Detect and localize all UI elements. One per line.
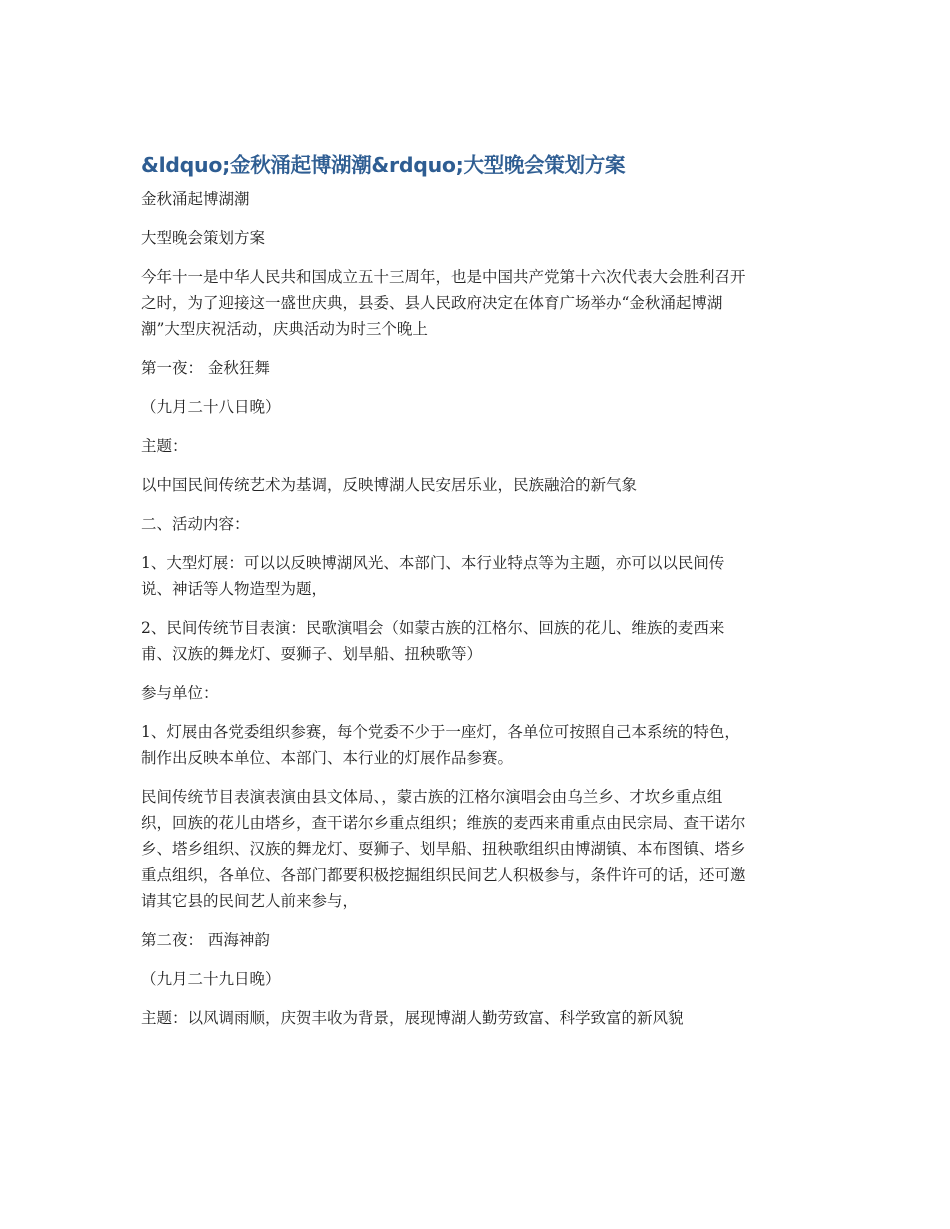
paragraph-participants-1: 1、灯展由各党委组织参赛，每个党委不少于一座灯，各单位可按照自己本系统的特色， 制作出反映本单位、本部门、本行业的灯展作品参赛。 — [141, 723, 740, 767]
paragraph-subtitle-1: 金秋涌起博湖潮 — [141, 190, 250, 208]
paragraph-night-1-heading: 第一夜： 金秋狂舞 — [141, 359, 270, 377]
paragraph-intro: 今年十一是中华人民共和国成立五十三周年，也是中国共产党第十六次代表大会胜利召开 之时，为了迎接这一盛世庆典，县委、县人民政府决定在体育广场举办“金秋涌起博湖 潮”大型庆祝活动，庆典活动为时三个晚上 — [141, 268, 746, 338]
paragraph-night-1-date: （九月二十八日晚） — [141, 398, 281, 416]
paragraph-night-2-heading: 第二夜： 西海神韵 — [141, 931, 270, 949]
document-body — [141, 148, 813, 1044]
paragraph-participants-heading: 参与单位： — [141, 684, 219, 702]
paragraph-activity-1: 1、大型灯展：可以以反映博湖风光、本部门、本行业特点等为主题，亦可以以民间传 说、神话等人物造型为题， — [141, 554, 725, 598]
paragraph-theme-text: 以中国民间传统艺术为基调，反映博湖人民安居乐业，民族融洽的新气象 — [141, 476, 638, 494]
paragraph-theme-label: 主题： — [141, 437, 188, 455]
paragraph-night-2-date: （九月二十九日晚） — [141, 970, 281, 988]
paragraph-subtitle-2: 大型晚会策划方案 — [141, 229, 266, 247]
paragraph-night-2-theme: 主题：以风调雨顺，庆贺丰收为背景，展现博湖人勤劳致富、科学致富的新风貌 — [141, 1009, 684, 1027]
paragraph-participants-2: 民间传统节目表演表演由县文体局、，蒙古族的江格尔演唱会由乌兰乡、才坎乡重点组 织，回族的花儿由塔乡，查干诺尔乡重点组织；维族的麦西来甫重点由民宗局、查干诺尔 乡、塔乡组织、汉族的舞龙灯、耍狮子、划旱船、扭秧歌组织由博湖镇、本布图镇、塔乡 重点组织，各单位、各部门都要积极挖掘组织民间艺人积极参与，条件许可的话，还可邀 请其它县的民间艺人前来参与， — [141, 788, 746, 910]
paragraph-activity-heading: 二、活动内容： — [141, 515, 250, 533]
paragraph-activity-2: 2、民间传统节目表演：民歌演唱会（如蒙古族的江格尔、回族的花儿、维族的麦西来 甫、汉族的舞龙灯、耍狮子、划旱船、扭秧歌等） — [141, 619, 725, 663]
document-title: &ldquo;金秋涌起博湖潮&rdquo;大型晚会策划方案 — [141, 153, 626, 177]
